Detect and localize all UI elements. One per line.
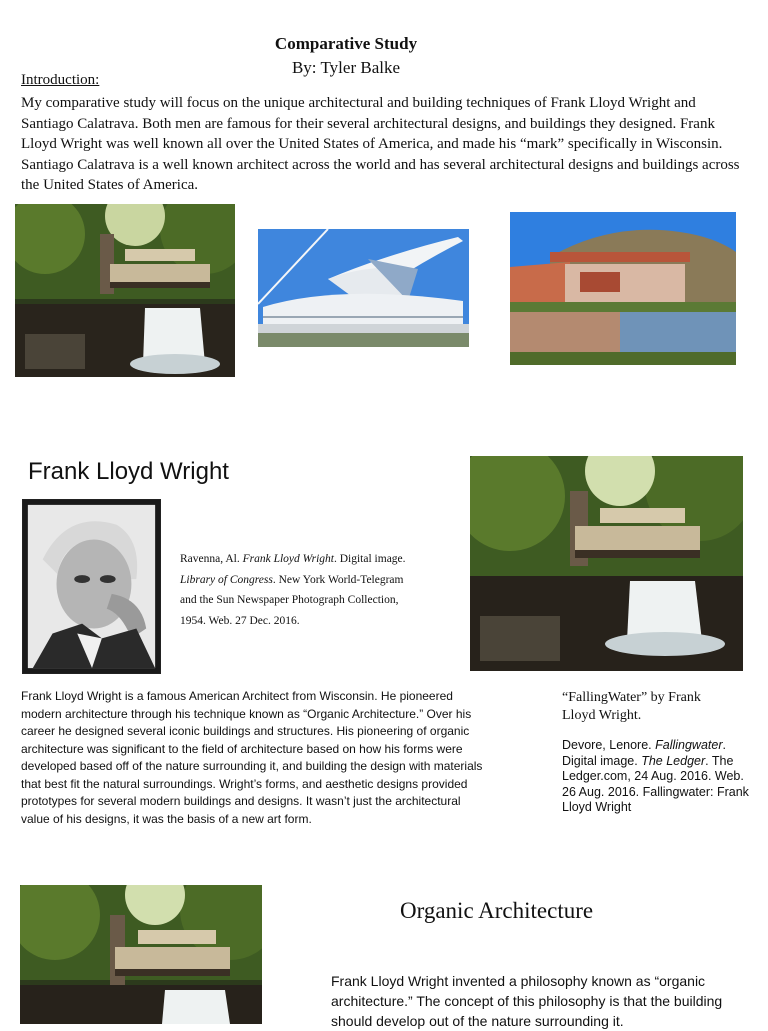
portrait-caption-mid: . Digital image. <box>333 553 406 565</box>
wright-bio-paragraph: Frank Lloyd Wright is a famous American Architect from Wisconsin. He pioneered modern architecture through his technique known as “Organic Architecture.” Over his career he designed several iconic buildings and structures. His pioneering of organic architecture was significant to the field of architecture based on how his forms were developed based off of the nature surrounding it, and building the design with materials that best fit the natural surroundings. Wright’s forms, and aesthetic designs provided prototypes for several modern buildings and designs. It wasn’t just the architectural value of his designs, it was the basis of a new art form. <box>21 689 483 826</box>
fallingwater-cite-pre: Devore, Lenore. <box>562 738 656 752</box>
portrait-caption-pre: Ravenna, Al. <box>180 553 243 565</box>
intro-label: Introduction: <box>21 72 100 88</box>
fallingwater-cite-title: Fallingwater <box>655 738 723 752</box>
section-heading-flw: Frank Lloyd Wright <box>28 458 229 485</box>
fallingwater-citation <box>562 738 752 816</box>
taliesin-west-photo <box>510 212 736 365</box>
fallingwater-cite-post: . The Ledger.com, 24 Aug. 2016. Web. 26 Aug. 2016. Fallingwater: Frank Lloyd Wright <box>562 753 749 814</box>
fallingwater-cite-mid: . Digital image. <box>562 738 726 768</box>
milwaukee-art-museum-photo <box>258 229 469 347</box>
wright-portrait-photo <box>22 499 161 674</box>
fallingwater-photo-bottom <box>20 885 262 1024</box>
portrait-caption-source: Library of Congress <box>180 573 273 586</box>
organic-paragraph: Frank Lloyd Wright invented a philosophy known as “organic architecture.” The concept of this philosophy is that the building should develop out of the nature surrounding it. <box>331 973 723 1029</box>
intro-paragraph: My comparative study will focus on the unique architectural and building techniques of Frank Lloyd Wright and Santiago Calatrava. Both men are famous for their several architectural designs, and buildings they designed. Frank Lloyd Wright was well known all over the United States of America, and made his “mark” specifically in Wisconsin. Santiago Calatrava is a well known architect across the world and has several architectural designs and buildings across the United States of America. <box>21 95 740 193</box>
fallingwater-photo-large <box>470 456 743 671</box>
section-heading-organic: Organic Architecture <box>400 898 594 923</box>
document-title: Comparative Study <box>274 34 418 53</box>
portrait-caption <box>180 549 415 631</box>
fallingwater-cite-source: The Ledger <box>641 753 706 768</box>
fallingwater-photo-small <box>15 204 235 377</box>
author-byline: By: Tyler Balke <box>291 58 401 77</box>
fallingwater-caption-title: “FallingWater” by Frank Lloyd Wright. <box>562 690 701 723</box>
portrait-caption-post: . New York World-Telegram and the Sun Newspaper Photograph Collection, 1954. Web. 27 Dec. 2016. <box>180 573 404 627</box>
portrait-caption-title: Frank Lloyd Wright <box>242 553 334 565</box>
